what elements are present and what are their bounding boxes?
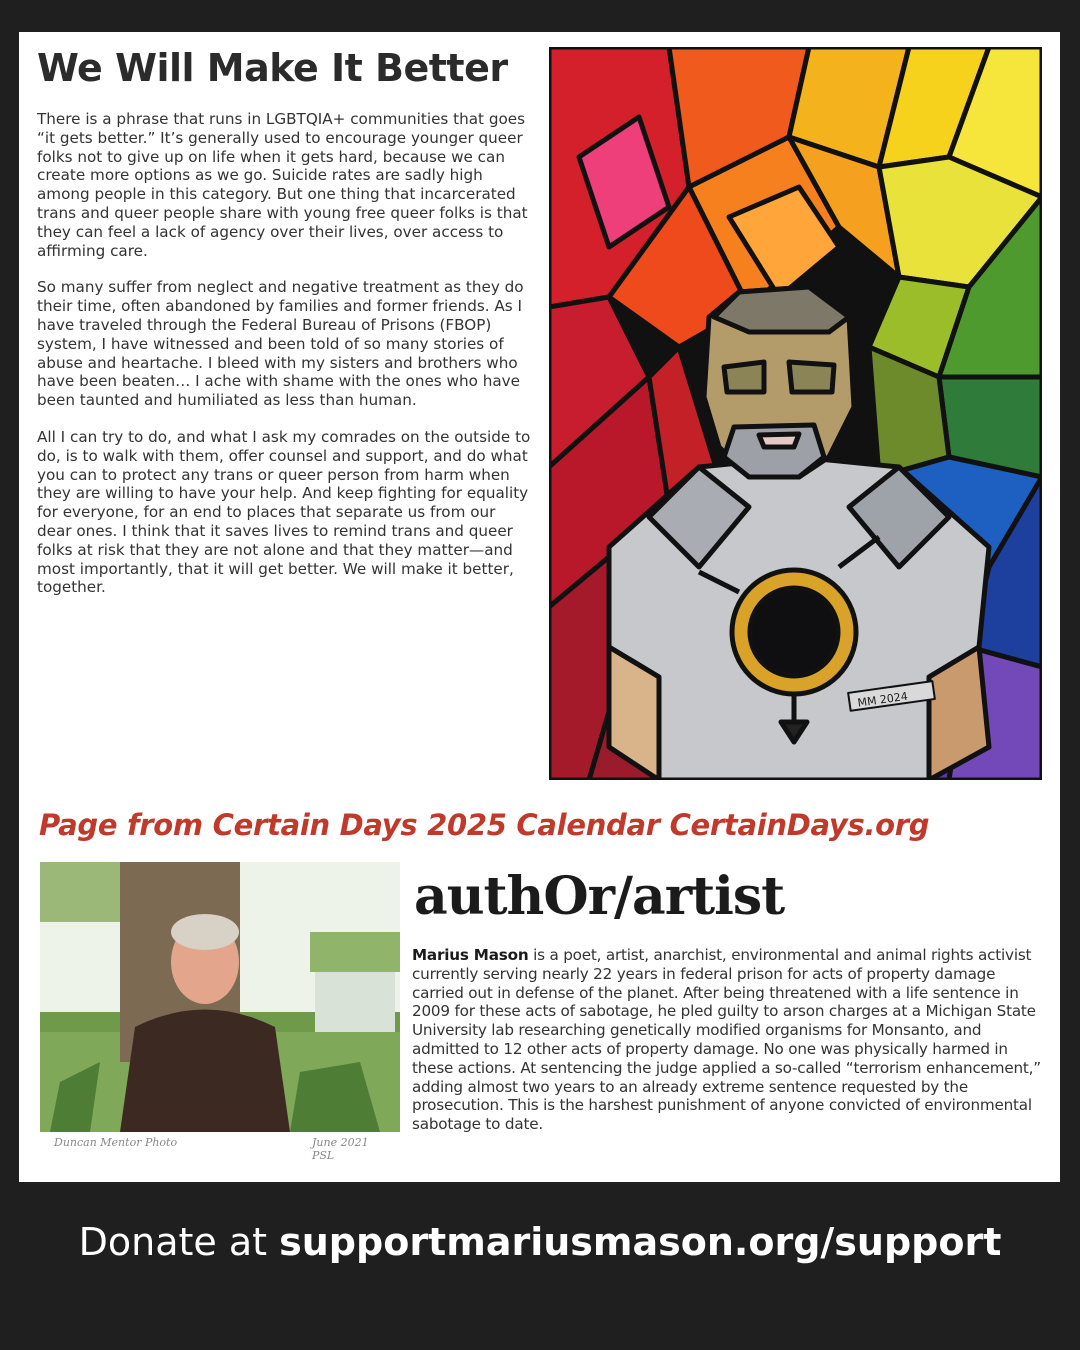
donate-link[interactable]: supportmariusmason.org/support xyxy=(279,1220,1002,1264)
photo-caption xyxy=(40,1132,380,1162)
artwork-signature: MM 2024 xyxy=(856,689,909,710)
donate-line xyxy=(0,1220,1080,1264)
article-title: We Will Make It Better xyxy=(37,46,508,90)
author-name: Marius Mason xyxy=(412,946,529,964)
photo-date: June 2021 PSL xyxy=(312,1136,369,1162)
article-body xyxy=(37,110,532,615)
author-photo xyxy=(40,862,400,1132)
author-heading: authOr/artist xyxy=(414,866,785,927)
article-paragraph: There is a phrase that runs in LGBTQIA+ communities that goes “it gets better.” It’s generally used to encourage younger queer folks not to give up on life when it gets hard, because we can create more options as we go. Suicide rates are sadly high among people in this category. But one thing that incarcerated trans and queer people share with young free queer folks is that they can feel a lack of agency over their lives, over access to affirming care. xyxy=(37,110,528,260)
donate-prefix: Donate at xyxy=(78,1220,268,1264)
author-bio xyxy=(412,946,1042,1134)
source-credit: Page from Certain Days 2025 Calendar CertainDays.org xyxy=(39,808,930,842)
article-paragraph: All I can try to do, and what I ask my comrades on the outside to do, is to walk with them, offer counsel and support, and do what you can to protect any trans or queer person from harm when they are willing to have your help. And keep fighting for equality for everyone, for an end to places that separate us from our dear ones. I think that it saves lives to remind trans and queer folks at risk that they are not alone and that they matter—and most importantly, that it will get better. We will make it better, together. xyxy=(37,427,531,597)
stained-glass-portrait xyxy=(549,47,1042,780)
article-paragraph: So many suffer from neglect and negative treatment as they do their time, often abandoned by families and former friends. As I have traveled through the Federal Bureau of Prisons (FBOP) system, I have witnessed and been told of so many stories of abuse and heartache. I bleed with my sisters and brothers who have been beaten… I ache with shame with the ones who have been taunted and humiliated as less than human. xyxy=(37,278,524,410)
author-bio-text: is a poet, artist, anarchist, environmental and animal rights activist currently serving nearly 22 years in federal prison for acts of property damage carried out in defense of the planet. After being threatened with a life sentence in 2009 for these acts of sabotage, he pled guilty to arson charges at a Michigan State University lab researching genetically modified organisms for Monsanto, and admitted to 12 other acts of property damage. No one was physically harmed in these actions. At sentencing the judge applied a so-called “terrorism enhancement,” adding almost two years to an already extreme sentence requested by the prosecution. This is the harshest punishment of anyone convicted of environmental sabotage to date. xyxy=(412,946,1041,1134)
photo-credit: Duncan Mentor Photo xyxy=(54,1136,178,1149)
calendar-page xyxy=(19,32,1060,1182)
footer xyxy=(0,1182,1080,1350)
